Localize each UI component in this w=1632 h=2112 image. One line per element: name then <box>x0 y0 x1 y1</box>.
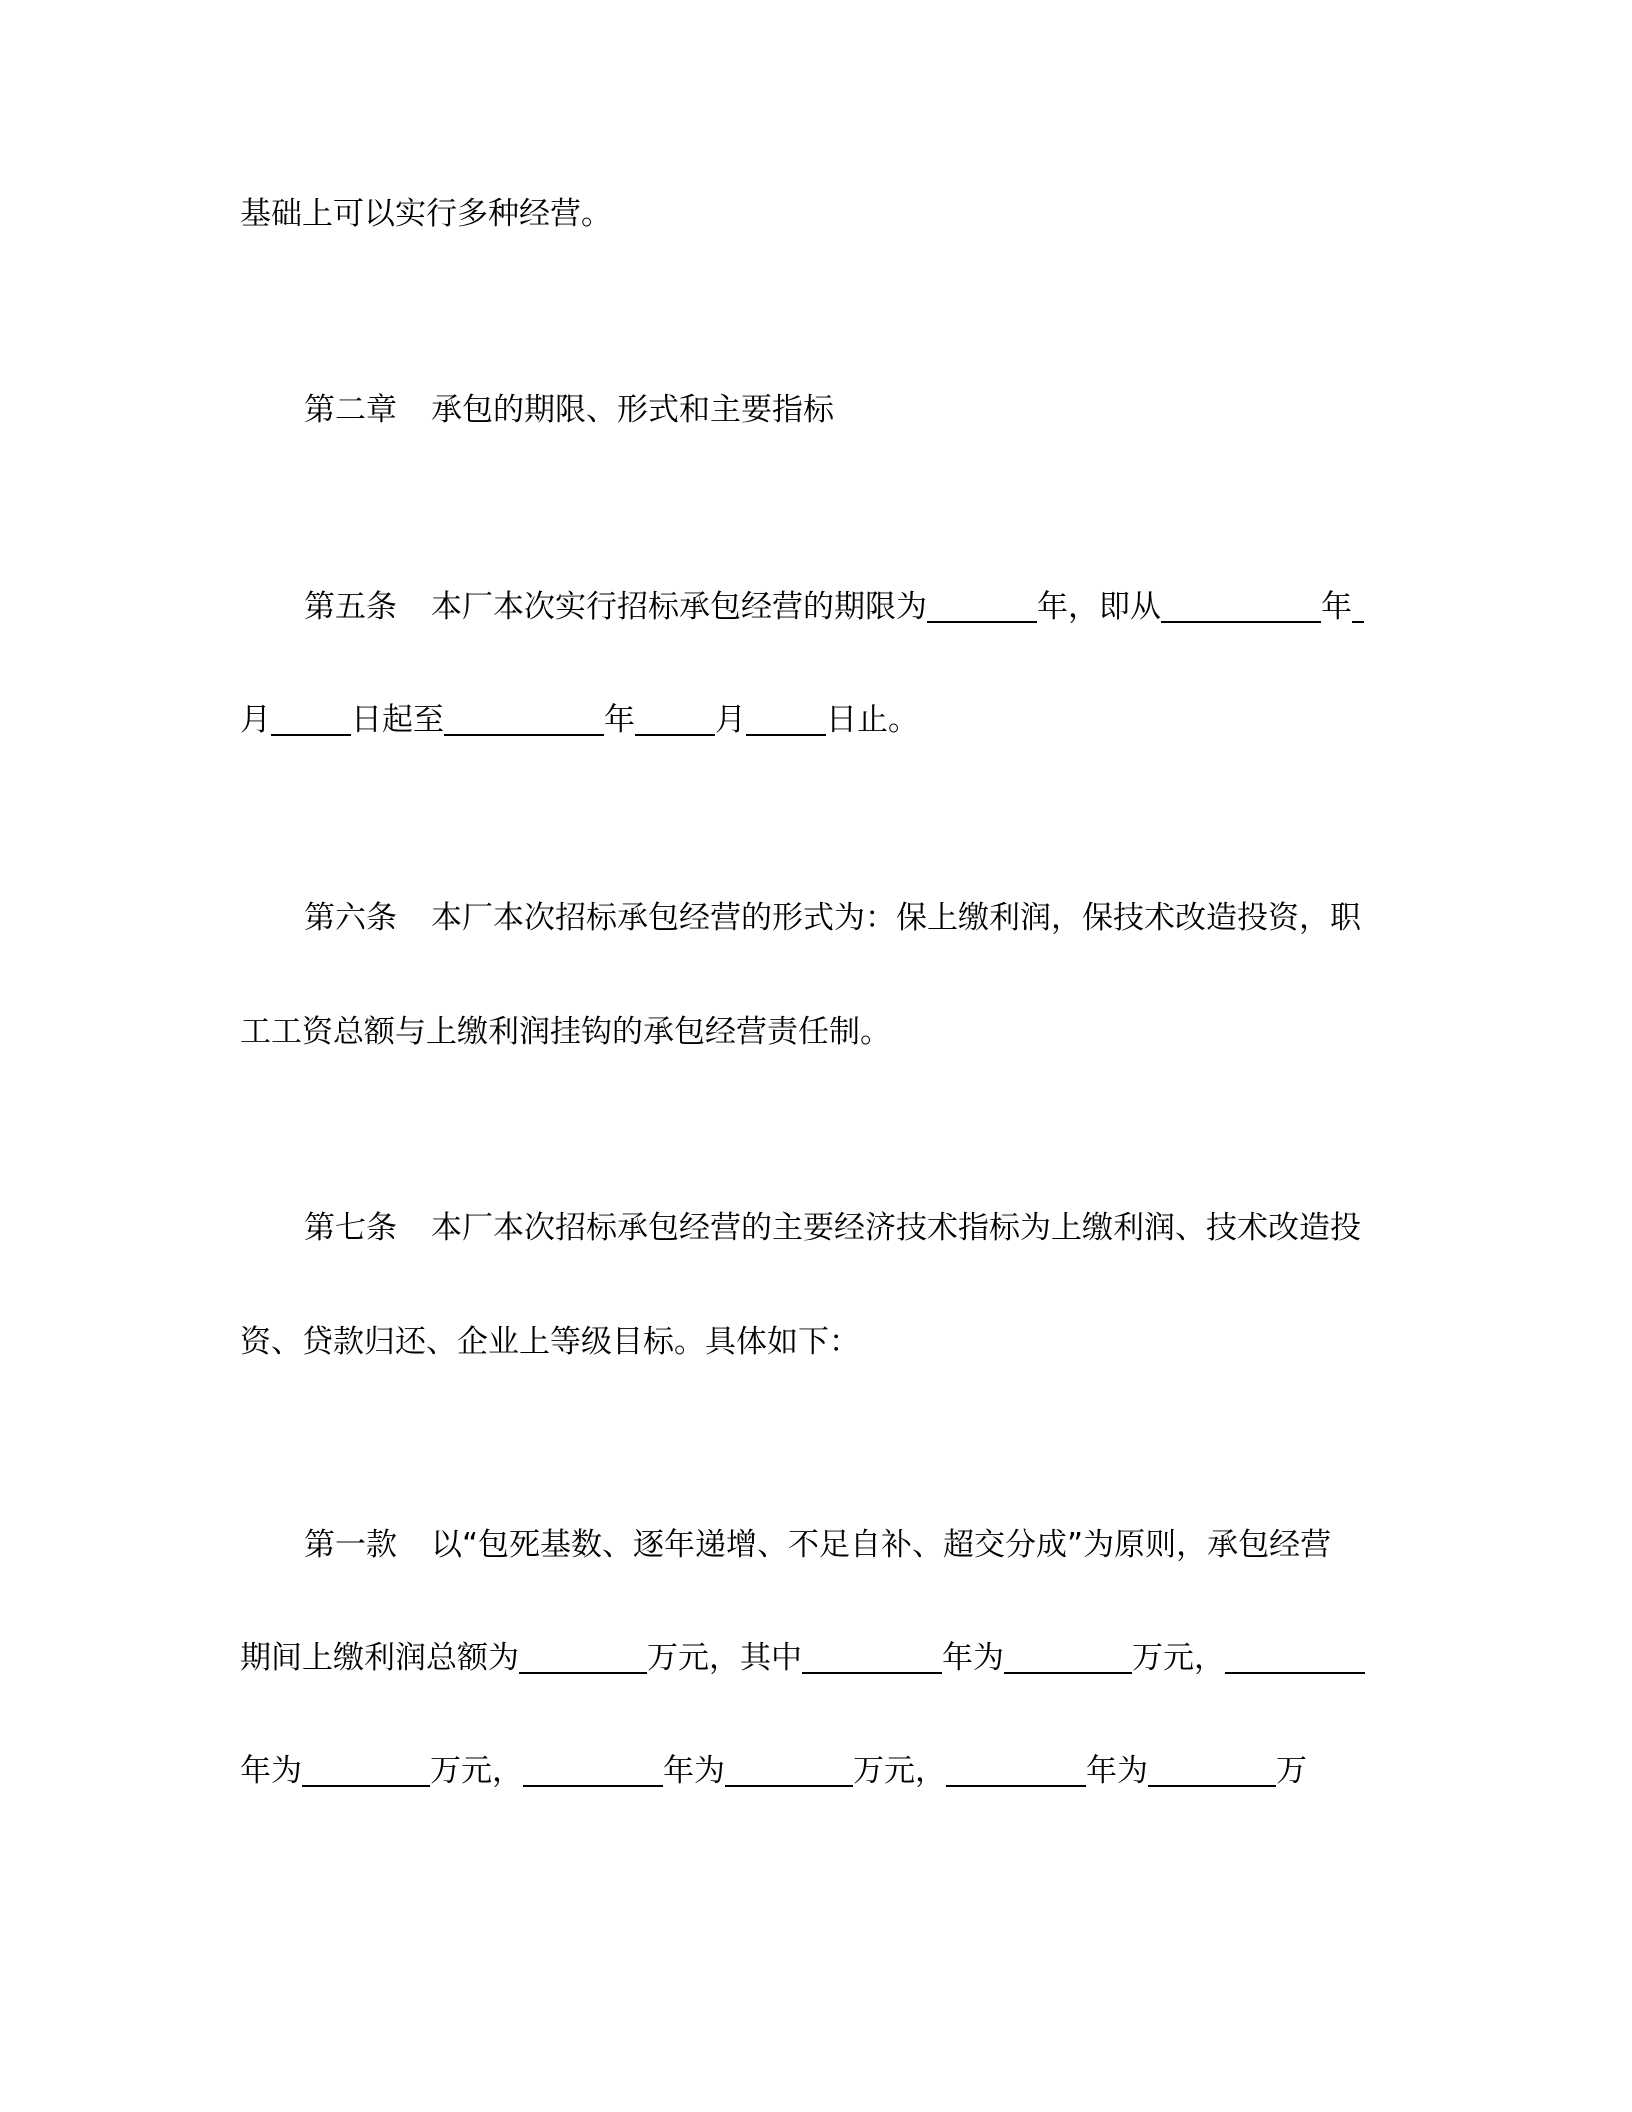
text: 年为 <box>942 1640 1004 1676</box>
clause-number: 第一款 <box>304 1527 397 1563</box>
article-number: 第六条 <box>304 900 397 936</box>
article-6-line-2 <box>240 1012 891 1052</box>
text: 期间上缴利润总额为 <box>240 1640 519 1676</box>
article-5-line-1 <box>304 587 1364 627</box>
article-number: 第五条 <box>304 589 397 625</box>
fill-blank <box>523 1755 663 1787</box>
fill-blank <box>519 1642 647 1674</box>
text: 万 <box>1276 1753 1307 1789</box>
text: 日起至 <box>351 702 444 738</box>
chapter-heading <box>304 390 834 430</box>
text: 年 <box>1321 589 1352 625</box>
text: 日止。 <box>826 702 919 738</box>
article-7-line-1 <box>304 1208 1361 1248</box>
text: 年为 <box>240 1753 302 1789</box>
clause-1-line-2 <box>240 1638 1365 1678</box>
fill-blank <box>802 1642 942 1674</box>
fill-blank <box>1004 1642 1132 1674</box>
text: 基础上可以实行多种经营。 <box>240 196 612 232</box>
fill-blank <box>635 704 715 736</box>
text: 年为 <box>663 1753 725 1789</box>
text: 年，即从 <box>1037 589 1161 625</box>
article-5-line-2 <box>240 700 919 740</box>
text: 月 <box>715 702 746 738</box>
text: 月 <box>240 702 271 738</box>
fill-blank <box>927 591 1037 623</box>
text: 年 <box>604 702 635 738</box>
fill-blank <box>444 704 604 736</box>
fill-blank <box>946 1755 1086 1787</box>
fill-blank <box>302 1755 430 1787</box>
paragraph-line <box>240 194 612 234</box>
fill-blank <box>1148 1755 1276 1787</box>
article-number: 第七条 <box>304 1210 397 1246</box>
chapter-number: 第二章 <box>304 392 397 428</box>
text: 资、贷款归还、企业上等级目标。具体如下： <box>240 1324 860 1360</box>
text: 万元，其中 <box>647 1640 802 1676</box>
fill-blank <box>1161 591 1321 623</box>
text: 年为 <box>1086 1753 1148 1789</box>
text: 本厂本次招标承包经营的形式为：保上缴利润，保技术改造投资，职 <box>431 900 1361 936</box>
text: 万元， <box>853 1753 946 1789</box>
chapter-title: 承包的期限、形式和主要指标 <box>431 392 834 428</box>
fill-blank <box>725 1755 853 1787</box>
text: 本厂本次实行招标承包经营的期限为 <box>431 589 927 625</box>
article-6-line-1 <box>304 898 1361 938</box>
clause-1-line-3 <box>240 1751 1307 1791</box>
fill-blank <box>1225 1642 1365 1674</box>
fill-blank <box>271 704 351 736</box>
fill-blank <box>746 704 826 736</box>
text: 本厂本次招标承包经营的主要经济技术指标为上缴利润、技术改造投 <box>431 1210 1361 1246</box>
article-7-line-2 <box>240 1322 860 1362</box>
text: 万元， <box>1132 1640 1225 1676</box>
fill-blank <box>1352 591 1364 623</box>
text: 万元， <box>430 1753 523 1789</box>
text: 以“包死基数、逐年递增、不足自补、超交分成”为原则，承包经营 <box>431 1527 1332 1563</box>
text: 工工资总额与上缴利润挂钩的承包经营责任制。 <box>240 1014 891 1050</box>
clause-1-line-1 <box>304 1525 1331 1565</box>
